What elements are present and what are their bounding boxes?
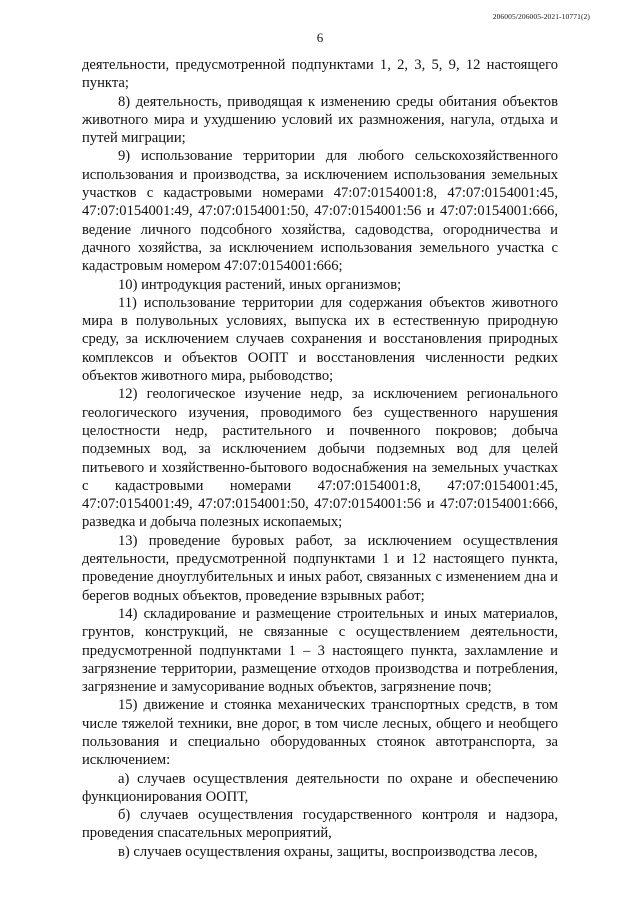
document-registration-code: 206005/206005-2021-10771(2) — [492, 12, 590, 21]
paragraph-continuation: деятельности, предусмотренной подпунктами 1, 2, 3, 5, 9, 12 настоящего пункта; — [82, 57, 558, 92]
paragraph-subitem-v: в) случаев осуществления охраны, защиты, воспроизводства лесов, — [118, 843, 538, 860]
paragraph-item-10: 10) интродукция растений, иных организмов; — [118, 276, 402, 293]
paragraph-subitem-a: а) случаев осуществления деятельности по охране и обеспечению функционирования ООПТ, — [82, 770, 558, 805]
paragraph-item-14: 14) складирование и размещение строительных и иных материалов, грунтов, конструкций, не связанные с осуществлением деятельности, предусмотренной подпунктами 1 – 3 настоящего пункта, захламление и загрязнение территории, размещение отходов производства и потребления, загрязнение и замусоривание водных объектов, загрязнение почв; — [82, 605, 558, 696]
paragraph-item-15: 15) движение и стоянка механических транспортных средств, в том числе тяжелой техники, вне дорог, в том числе лесных, общего и необщего пользования и специально оборудованных стоянок автотранспорта, за исключением: — [82, 697, 558, 769]
paragraph-item-8: 8) деятельность, приводящая к изменению среды обитания объектов животного мира и ухудшению условий их размножения, нагула, отдыха и путей миграции; — [82, 93, 558, 147]
paragraph-item-9: 9) использование территории для любого сельскохозяйственного использования и производства, за исключением использования земельных участков с кадастровыми номерами 47:07:0154001:8, 47:07:0154001:45, 47:07:0154001:49, 47:07:0154001:50, 47:07:0154001:56 и 47:07:0154001:666, ведение личного подсобного хозяйства, садоводства, огородничества и дачного хозяйства, за исключением использования земельного участка с кадастровым номером 47:07:0154001:666; — [82, 148, 558, 275]
document-body — [82, 56, 558, 861]
paragraph-subitem-b: б) случаев осуществления государственного контроля и надзора, проведения спасательных мероприятий, — [82, 807, 558, 842]
paragraph-item-12: 12) геологическое изучение недр, за исключением регионального геологического изучения, проводимого без существенного нарушения целостности недр, растительного и почвенного покровов; добыча подземных вод, за исключением добычи подземных вод для целей питьевого и хозяйственно-бытового водоснабжения на земельных участках с кадастровыми номерами 47:07:0154001:8, 47:07:0154001:45, 47:07:0154001:49, 47:07:0154001:50, 47:07:0154001:56 и 47:07:0154001:666, разведка и добыча полезных ископаемых; — [82, 386, 558, 531]
page-number: 6 — [316, 30, 324, 45]
paragraph-item-11: 11) использование территории для содержания объектов животного мира в полувольных условиях, выпуска их в естественную природную среду, за исключением случаев сохранения и восстановления природных комплексов и объектов ООПТ и восстановления численности редких объектов животного мира, рыбоводство; — [82, 294, 558, 385]
paragraph-item-13: 13) проведение буровых работ, за исключением осуществления деятельности, предусмотренной подпунктами 1 и 12 настоящего пункта, проведение дноуглубительных и иных работ, связанных с изменением дна и берегов водных объектов, проведение взрывных работ; — [82, 532, 558, 604]
